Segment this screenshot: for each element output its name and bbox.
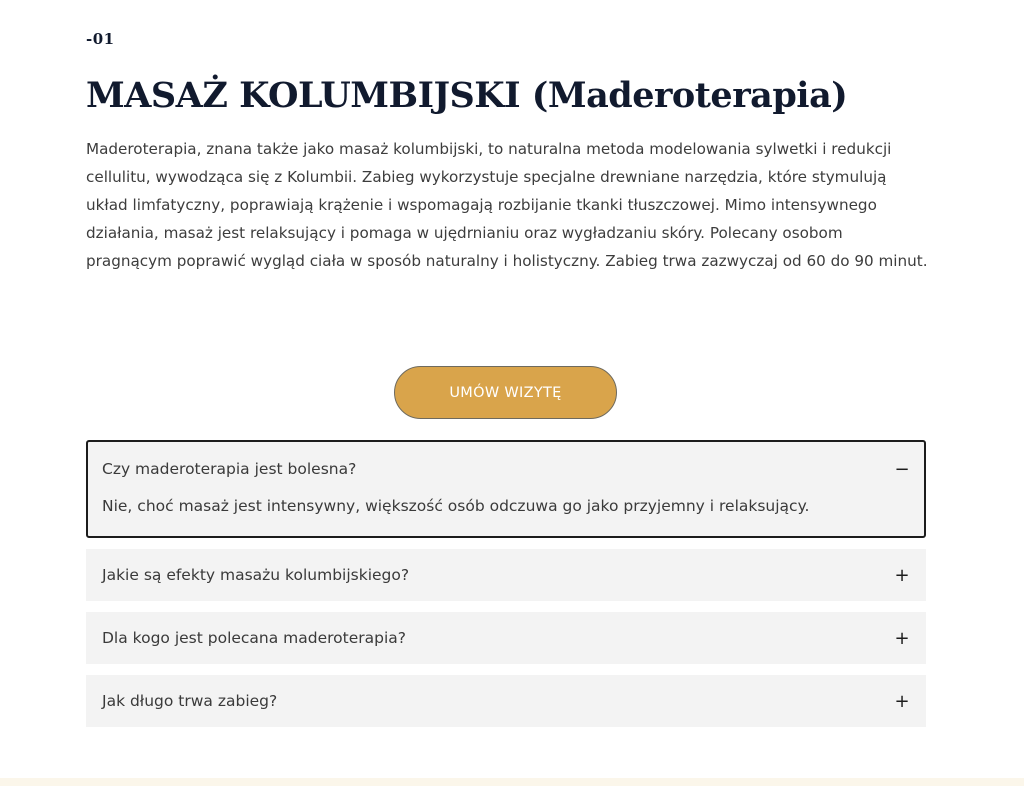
faq-question-toggle[interactable]: [102, 549, 910, 601]
faq-item-1: [86, 440, 926, 538]
section-description: Maderoterapia, znana także jako masaż kolumbijski, to naturalna metoda modelowania sylwetki i redukcji cellulitu, wywodząca się z Kolumbii. Zabieg wykorzystuje specjalne drewniane narzędzia, które stymulują układ limfatyczny, poprawiają krążenie i wspomagają rozbijanie tkanki tłuszczowej. Mimo intensywnego działania, masaż jest relaksujący i pomaga w ujędrnianiu oraz wygładzaniu skóry. Polecany osobom pragnącym poprawić wygląd ciała w sposób naturalny i holistyczny. Zabieg trwa zazwyczaj od 60 do 90 minut.: [86, 140, 928, 270]
faq-question-toggle[interactable]: [102, 458, 910, 480]
faq-question-toggle[interactable]: [102, 612, 910, 664]
plus-icon[interactable]: +: [894, 627, 910, 649]
faq-item-2: [86, 549, 926, 601]
plus-icon[interactable]: +: [894, 690, 910, 712]
faq-question-text: Jak długo trwa zabieg?: [102, 692, 278, 710]
faq-answer-text: Nie, choć masaż jest intensywny, większość osób odczuwa go jako przyjemny i relaksujący.: [102, 497, 810, 515]
page-title: MASAŻ KOLUMBIJSKI (Maderoterapia): [86, 75, 848, 116]
faq-question-text: Dla kogo jest polecana maderoterapia?: [102, 629, 407, 647]
section-number: -01: [86, 30, 115, 48]
faq-item-3: [86, 612, 926, 664]
faq-question-toggle[interactable]: [102, 675, 910, 727]
book-appointment-button[interactable]: UMÓW WIZYTĘ: [394, 366, 617, 419]
minus-icon[interactable]: −: [894, 458, 910, 480]
faq-item-4: [86, 675, 926, 727]
faq-question-text: Jakie są efekty masażu kolumbijskiego?: [102, 566, 410, 584]
faq-question-text: Czy maderoterapia jest bolesna?: [102, 460, 357, 478]
footer-strip: [0, 778, 1024, 786]
plus-icon[interactable]: +: [894, 564, 910, 586]
